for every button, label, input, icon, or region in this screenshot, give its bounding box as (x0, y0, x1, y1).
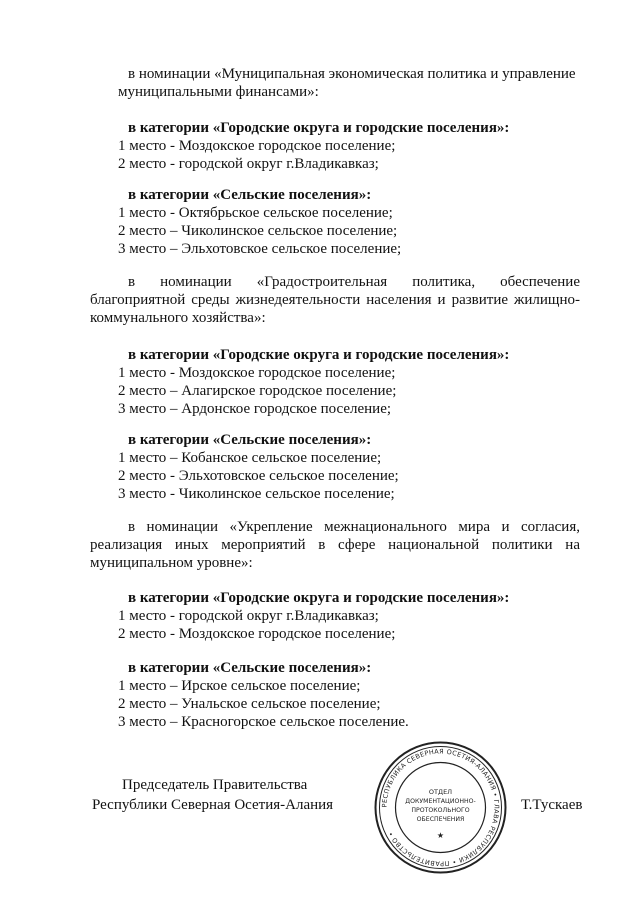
seal-center-line: ПРОТОКОЛЬНОГО (411, 807, 470, 814)
list-item: 1 место – Ирское сельское поселение; (118, 678, 361, 694)
seal-center-line: ОТДЕЛ (428, 788, 453, 796)
list-item: 2 место – Унальское сельское поселение; (118, 696, 381, 712)
category-heading: в категории «Городские округа и городские поселения»: (128, 120, 510, 136)
list-item: 1 место - городской округ г.Владикавказ; (118, 608, 379, 624)
category-heading: в категории «Сельские поселения»: (128, 660, 372, 676)
seal-center-line: ДОКУМЕНТАЦИОННО- (405, 798, 476, 805)
list-item: 2 место - городской округ г.Владикавказ; (118, 156, 379, 172)
list-item: 3 место – Красногорское сельское поселение. (118, 714, 409, 730)
nomination-3-line-2: реализация иных мероприятий в сфере национальной политики на (90, 537, 580, 553)
list-item: 3 место – Эльхотовское сельское поселение; (118, 241, 402, 257)
nomination-2-line-1: в номинации «Градостроительная политика, обеспечение (128, 274, 580, 290)
list-item: 1 место - Моздокское городское поселение; (118, 138, 396, 154)
list-item: 3 место - Чиколинское сельское поселение; (118, 486, 395, 502)
signatory-position-line-1: Председатель Правительства (122, 777, 308, 793)
seal-graphic (373, 740, 508, 875)
signatory-name: Т.Тускаев (521, 797, 583, 813)
official-seal (373, 740, 508, 875)
category-heading: в категории «Сельские поселения»: (128, 432, 372, 448)
category-heading: в категории «Городские округа и городские поселения»: (128, 347, 510, 363)
category-heading: в категории «Сельские поселения»: (128, 187, 372, 203)
nomination-3-line-3: муниципальном уровне»: (90, 555, 253, 571)
list-item: 3 место – Ардонское городское поселение; (118, 401, 392, 417)
list-item: 2 место – Алагирское городское поселение; (118, 383, 397, 399)
category-heading: в категории «Городские округа и городские поселения»: (128, 590, 510, 606)
nomination-2-line-3: коммунального хозяйства»: (90, 310, 266, 326)
seal-center-line: ОБЕСПЕЧЕНИЯ (416, 816, 465, 823)
seal-ring-text: РЕСПУБЛИКА СЕВЕРНАЯ ОСЕТИЯ-АЛАНИЯ • ГЛАВА РЕСПУБЛИКИ • ПРАВИТЕЛЬСТВО • (380, 747, 501, 868)
list-item: 1 место - Октябрьское сельское поселение; (118, 205, 393, 221)
signatory-position-line-2: Республики Северная Осетия-Алания (92, 797, 334, 813)
nomination-3-line-1: в номинации «Укрепление межнационального мира и согласия, (128, 519, 580, 535)
list-item: 1 место - Моздокское городское поселение; (118, 365, 396, 381)
list-item: 2 место - Эльхотовское сельское поселение; (118, 468, 399, 484)
list-item: 1 место – Кобанское сельское поселение; (118, 450, 382, 466)
nomination-1-line-2: муниципальными финансами»: (118, 84, 319, 100)
list-item: 2 место - Моздокское городское поселение; (118, 626, 396, 642)
list-item: 2 место – Чиколинское сельское поселение; (118, 223, 398, 239)
nomination-1-line-1: в номинации «Муниципальная экономическая политика и управление (128, 66, 576, 82)
seal-star-icon: ★ (436, 831, 445, 840)
nomination-2-line-2: благоприятной среды жизнедеятельности населения и развитие жилищно- (90, 292, 580, 308)
